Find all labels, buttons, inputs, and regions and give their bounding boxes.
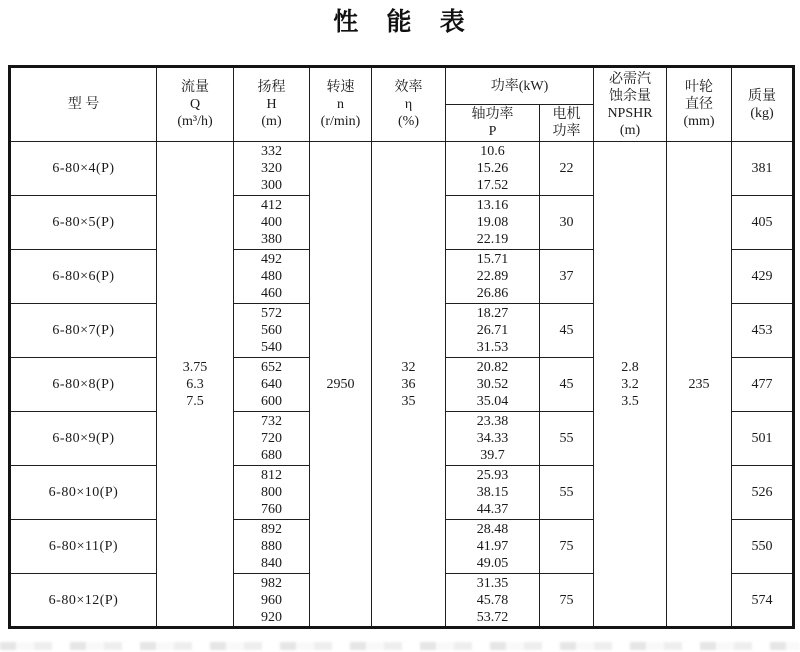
motor-power-cell: 30 bbox=[540, 196, 594, 250]
efficiency-values-cell bbox=[372, 142, 446, 628]
npshr-value: 2.8 bbox=[621, 359, 639, 375]
head-value: 572 bbox=[261, 306, 282, 321]
shaft-power-value: 45.78 bbox=[476, 592, 509, 608]
shaft-power-values-cell bbox=[446, 196, 540, 250]
shaft-power-values-cell bbox=[446, 250, 540, 304]
shaft-power-value: 44.37 bbox=[476, 502, 509, 517]
model-cell: 6-80×8(P) bbox=[10, 358, 157, 412]
head-value: 412 bbox=[261, 198, 282, 213]
shaft-power-values-cell bbox=[446, 358, 540, 412]
shaft-power-values-cell bbox=[446, 412, 540, 466]
flow-values-cell bbox=[157, 142, 234, 628]
head-values-cell bbox=[234, 196, 310, 250]
mass-cell: 550 bbox=[732, 520, 794, 574]
motor-power-cell: 37 bbox=[540, 250, 594, 304]
model-cell: 6-80×10(P) bbox=[10, 466, 157, 520]
head-value: 920 bbox=[261, 609, 282, 625]
col-header-model: 型 号 bbox=[10, 67, 157, 142]
speed-value-cell: 2950 bbox=[310, 142, 372, 628]
col-header-mass bbox=[732, 67, 794, 142]
shaft-power-value: 15.71 bbox=[476, 252, 509, 267]
header-line: 轴功率 bbox=[471, 107, 514, 122]
mass-cell: 429 bbox=[732, 250, 794, 304]
header-line: (mm) bbox=[683, 114, 715, 129]
model-cell: 6-80×12(P) bbox=[10, 574, 157, 628]
motor-power-cell: 22 bbox=[540, 142, 594, 196]
head-value: 460 bbox=[261, 286, 282, 301]
head-values-cell bbox=[234, 520, 310, 574]
header-line: (kg) bbox=[750, 105, 774, 121]
shaft-power-values-cell bbox=[446, 520, 540, 574]
shaft-power-value: 28.48 bbox=[476, 522, 509, 537]
shaft-power-value: 20.82 bbox=[476, 360, 509, 375]
header-line: 蚀余量 bbox=[609, 88, 652, 104]
head-values-cell bbox=[234, 250, 310, 304]
head-value: 960 bbox=[261, 592, 282, 608]
col-header-motor-power bbox=[540, 105, 594, 142]
npshr-value: 3.5 bbox=[621, 393, 639, 409]
motor-power-cell: 45 bbox=[540, 358, 594, 412]
head-value: 652 bbox=[261, 360, 282, 375]
header-line: 扬程 bbox=[257, 80, 286, 95]
col-header-npshr bbox=[594, 67, 667, 142]
head-value: 640 bbox=[261, 377, 282, 392]
mass-cell: 526 bbox=[732, 466, 794, 520]
head-values-cell bbox=[234, 466, 310, 520]
npshr-value: 3.2 bbox=[621, 376, 639, 392]
motor-power-cell: 75 bbox=[540, 574, 594, 628]
head-value: 982 bbox=[261, 575, 282, 591]
shaft-power-value: 53.72 bbox=[476, 609, 509, 625]
header-line: (m³/h) bbox=[177, 114, 213, 129]
flow-value: 3.75 bbox=[182, 359, 208, 375]
shaft-power-values-cell bbox=[446, 466, 540, 520]
header-line: Q bbox=[189, 97, 201, 112]
head-value: 480 bbox=[261, 269, 282, 284]
table-row bbox=[10, 142, 794, 196]
head-value: 880 bbox=[261, 539, 282, 554]
header-line: (m) bbox=[261, 114, 282, 129]
mass-cell: 501 bbox=[732, 412, 794, 466]
shaft-power-values-cell bbox=[446, 304, 540, 358]
header-line: 转速 bbox=[326, 80, 355, 95]
col-header-shaft-power bbox=[446, 105, 540, 142]
header-line: 效率 bbox=[394, 80, 423, 95]
head-values-cell bbox=[234, 412, 310, 466]
mass-cell: 405 bbox=[732, 196, 794, 250]
shaft-power-value: 41.97 bbox=[476, 539, 509, 554]
col-header-speed bbox=[310, 67, 372, 142]
col-header-flow bbox=[157, 67, 234, 142]
head-value: 600 bbox=[261, 394, 282, 409]
mass-cell: 477 bbox=[732, 358, 794, 412]
head-value: 760 bbox=[261, 502, 282, 517]
shaft-power-value: 31.53 bbox=[476, 340, 509, 355]
scan-artifact bbox=[0, 642, 800, 650]
model-cell: 6-80×5(P) bbox=[10, 196, 157, 250]
shaft-power-value: 13.16 bbox=[476, 198, 509, 213]
shaft-power-value: 31.35 bbox=[476, 575, 509, 591]
header-line: 直径 bbox=[685, 97, 714, 112]
motor-power-cell: 55 bbox=[540, 466, 594, 520]
head-values-cell bbox=[234, 358, 310, 412]
header-line: (r/min) bbox=[320, 114, 361, 129]
shaft-power-value: 25.93 bbox=[476, 468, 509, 483]
head-value: 800 bbox=[261, 485, 282, 500]
header-line: 叶轮 bbox=[685, 80, 714, 95]
shaft-power-value: 22.89 bbox=[476, 269, 509, 284]
header-line: 必需汽 bbox=[609, 71, 652, 87]
head-value: 320 bbox=[261, 161, 282, 176]
head-value: 332 bbox=[261, 144, 282, 159]
header-line: η bbox=[404, 97, 413, 112]
page-title: 性 能 表 bbox=[333, 9, 467, 36]
motor-power-cell: 55 bbox=[540, 412, 594, 466]
head-value: 720 bbox=[261, 431, 282, 446]
npshr-values-cell bbox=[594, 142, 667, 628]
efficiency-value: 35 bbox=[401, 393, 416, 409]
shaft-power-values-cell bbox=[446, 574, 540, 628]
flow-value: 7.5 bbox=[186, 393, 204, 409]
header-line: (m) bbox=[619, 122, 641, 138]
header-line: 质量 bbox=[748, 88, 777, 104]
efficiency-value: 32 bbox=[401, 359, 416, 375]
motor-power-cell: 45 bbox=[540, 304, 594, 358]
head-value: 400 bbox=[261, 215, 282, 230]
col-header-impeller bbox=[667, 67, 732, 142]
col-header-efficiency bbox=[372, 67, 446, 142]
head-values-cell bbox=[234, 142, 310, 196]
shaft-power-value: 19.08 bbox=[476, 215, 509, 230]
flow-value: 6.3 bbox=[186, 376, 204, 392]
header-line: H bbox=[266, 97, 277, 112]
head-values-cell bbox=[234, 574, 310, 628]
header-line: NPSHR bbox=[607, 105, 653, 121]
shaft-power-value: 49.05 bbox=[476, 556, 509, 571]
shaft-power-values-cell bbox=[446, 142, 540, 196]
shaft-power-value: 34.33 bbox=[476, 431, 509, 446]
header-line: P bbox=[488, 124, 497, 139]
efficiency-value: 36 bbox=[401, 376, 416, 392]
head-value: 560 bbox=[261, 323, 282, 338]
shaft-power-value: 18.27 bbox=[476, 306, 509, 321]
shaft-power-value: 15.26 bbox=[476, 161, 509, 176]
head-value: 732 bbox=[261, 414, 282, 429]
header-line: (%) bbox=[398, 114, 419, 129]
table-header bbox=[10, 67, 794, 142]
mass-cell: 381 bbox=[732, 142, 794, 196]
model-cell: 6-80×9(P) bbox=[10, 412, 157, 466]
head-value: 492 bbox=[261, 252, 282, 267]
table-body bbox=[10, 142, 794, 628]
model-cell: 6-80×4(P) bbox=[10, 142, 157, 196]
motor-power-cell: 75 bbox=[540, 520, 594, 574]
header-line: 功率 bbox=[552, 124, 581, 139]
shaft-power-value: 22.19 bbox=[476, 232, 509, 247]
head-value: 840 bbox=[261, 556, 282, 571]
head-value: 680 bbox=[261, 448, 282, 463]
head-value: 540 bbox=[261, 340, 282, 355]
shaft-power-value: 39.7 bbox=[480, 448, 505, 463]
model-cell: 6-80×6(P) bbox=[10, 250, 157, 304]
header-line: 流量 bbox=[181, 80, 209, 95]
mass-cell: 574 bbox=[732, 574, 794, 628]
mass-cell: 453 bbox=[732, 304, 794, 358]
col-header-power-group: 功率(kW) bbox=[446, 67, 594, 105]
head-value: 812 bbox=[261, 468, 282, 483]
shaft-power-value: 17.52 bbox=[476, 178, 509, 193]
impeller-diameter-cell: 235 bbox=[667, 142, 732, 628]
shaft-power-value: 38.15 bbox=[476, 485, 509, 500]
header-row-top bbox=[10, 67, 794, 105]
shaft-power-value: 10.6 bbox=[480, 144, 505, 159]
head-value: 300 bbox=[261, 178, 282, 193]
col-header-head bbox=[234, 67, 310, 142]
head-value: 380 bbox=[261, 232, 282, 247]
shaft-power-value: 26.86 bbox=[476, 286, 509, 301]
shaft-power-value: 23.38 bbox=[476, 414, 509, 429]
performance-table bbox=[8, 65, 795, 629]
model-cell: 6-80×7(P) bbox=[10, 304, 157, 358]
head-value: 892 bbox=[261, 522, 282, 537]
shaft-power-value: 35.04 bbox=[476, 394, 509, 409]
model-cell: 6-80×11(P) bbox=[10, 520, 157, 574]
head-values-cell bbox=[234, 304, 310, 358]
shaft-power-value: 30.52 bbox=[476, 377, 509, 392]
shaft-power-value: 26.71 bbox=[476, 323, 509, 338]
header-line: 电机 bbox=[552, 107, 581, 122]
header-line: n bbox=[337, 97, 344, 112]
